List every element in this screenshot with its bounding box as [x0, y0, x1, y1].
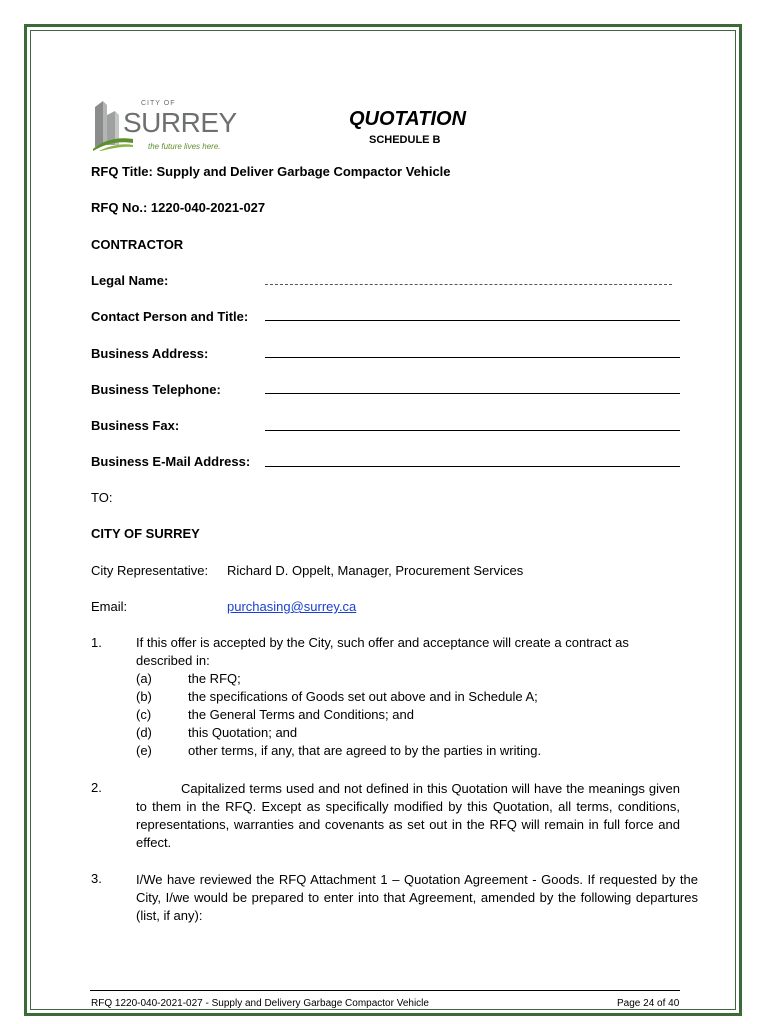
- business-address-field[interactable]: [265, 357, 680, 358]
- clause-1-line-1: If this offer is accepted by the City, such offer and acceptance will create a contract as: [136, 635, 629, 650]
- footer-page-number: Page 24 of 40: [617, 998, 680, 1009]
- to-label: TO:: [91, 490, 113, 505]
- logo-surrey-text: SURREY: [123, 107, 237, 138]
- email-label: Email:: [91, 599, 128, 614]
- email-link[interactable]: purchasing@surrey.ca: [227, 599, 357, 614]
- clause-2-number: 2.: [91, 780, 102, 795]
- clause-3-text: I/We have reviewed the RFQ Attachment 1 – Quotation Agreement - Goods. If requested by the City, I/we would be prepared to enter into that Agreement, amended by the following departures (list, if any):: [136, 872, 698, 923]
- rfq-number-line: RFQ No.: 1220-040-2021-027: [91, 200, 266, 215]
- clause-1-number: 1.: [91, 635, 102, 650]
- city-of-surrey-heading: CITY OF SURREY: [91, 526, 200, 541]
- city-representative-label: City Representative:: [91, 563, 209, 578]
- clause-1-item-text: the General Terms and Conditions; and: [188, 707, 414, 722]
- business-email-field[interactable]: [265, 466, 680, 467]
- clause-1-item-text: this Quotation; and: [188, 725, 298, 740]
- clause-1-item-letter: (e): [136, 743, 152, 758]
- clause-1-item-letter: (c): [136, 707, 152, 722]
- contact-person-field[interactable]: [265, 320, 680, 321]
- city-representative-value: Richard D. Oppelt, Manager, Procurement Services: [227, 563, 524, 578]
- document-subtitle: SCHEDULE B: [369, 134, 441, 146]
- clause-1-item-text: other terms, if any, that are agreed to by the parties in writing.: [188, 743, 542, 758]
- clause-2-text: Capitalized terms used and not defined in this Quotation will have the meanings given to them in the RFQ. Except as specifically modified by this Quotation, all terms, conditions, representations, warranties and covenants as set out in the RFQ will remain in full force and effect.: [136, 781, 680, 850]
- clause-1-item-text: the RFQ;: [188, 671, 241, 686]
- document-title: QUOTATION: [349, 108, 467, 130]
- contractor-heading: CONTRACTOR: [91, 237, 184, 252]
- clause-1-item-letter: (b): [136, 689, 152, 704]
- rfq-title-line: RFQ Title: Supply and Deliver Garbage Compactor Vehicle: [91, 164, 451, 179]
- legal-name-label: Legal Name:: [91, 273, 169, 288]
- clause-3-number: 3.: [91, 871, 102, 886]
- footer-divider: [90, 990, 680, 991]
- logo-city-of-text: CITY OF: [141, 100, 176, 107]
- city-of-surrey-logo: [93, 99, 237, 154]
- business-fax-label: Business Fax:: [91, 418, 180, 433]
- business-address-label: Business Address:: [91, 346, 209, 361]
- clause-1-item-letter: (a): [136, 671, 152, 686]
- clause-1-item-letter: (d): [136, 725, 152, 740]
- business-email-label: Business E-Mail Address:: [91, 454, 251, 469]
- business-telephone-label: Business Telephone:: [91, 382, 221, 397]
- logo-tagline: the future lives here.: [148, 142, 221, 151]
- business-fax-field[interactable]: [265, 430, 680, 431]
- contact-person-label: Contact Person and Title:: [91, 309, 249, 324]
- business-telephone-field[interactable]: [265, 393, 680, 394]
- legal-name-field[interactable]: [265, 284, 672, 285]
- clause-1-line-2: described in:: [136, 653, 210, 668]
- footer-document-ref: RFQ 1220-040-2021-027 - Supply and Delivery Garbage Compactor Vehicle: [91, 998, 429, 1009]
- clause-1-item-text: the specifications of Goods set out above and in Schedule A;: [188, 689, 538, 704]
